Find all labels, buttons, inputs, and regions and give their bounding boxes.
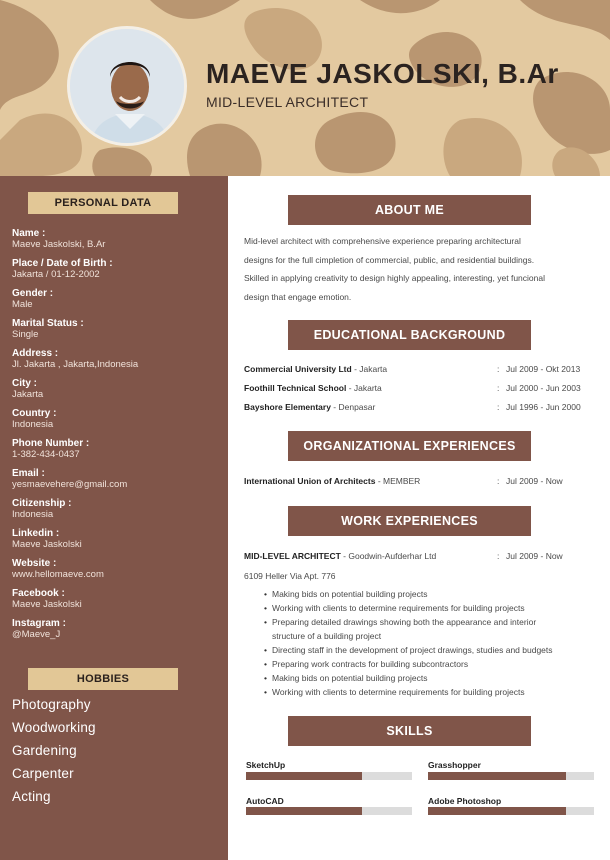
left-sidebar xyxy=(0,176,228,860)
about-line: Skilled in applying creativity to design highly appealing, interesting, yet funcional xyxy=(244,273,545,283)
duty-item: • Making bids on potential building projects xyxy=(264,671,594,685)
personal-value: Jakarta xyxy=(12,389,44,400)
hobby-item: Photography xyxy=(12,697,91,712)
skill-name: SketchUp xyxy=(246,760,286,770)
duty-item: • Making bids on potential building projects xyxy=(264,587,594,601)
work-address: 6109 Heller Via Apt. 776 xyxy=(244,571,336,581)
about-me-text xyxy=(244,232,584,306)
personal-value: yesmaevehere@gmail.com xyxy=(12,479,128,490)
separator: : xyxy=(497,383,500,393)
skill-bar xyxy=(246,807,412,815)
personal-label: Website : xyxy=(12,558,57,569)
hobby-item: Acting xyxy=(12,789,51,804)
hobbies-list xyxy=(12,696,96,811)
personal-item-phone xyxy=(12,438,222,468)
personal-item-website xyxy=(12,558,222,588)
work-position: MID-LEVEL ARCHITECT xyxy=(244,551,341,561)
hobby-item: Woodworking xyxy=(12,720,96,735)
personal-value: Maeve Jaskolski xyxy=(12,599,82,610)
skill-name: Grasshopper xyxy=(428,760,481,770)
personal-value: Indonesia xyxy=(12,509,54,520)
duty-item: • Preparing work contracts for building subcontractors xyxy=(264,657,594,671)
education-date: Jul 2009 - Okt 2013 xyxy=(506,364,581,374)
separator: : xyxy=(497,476,500,486)
personal-label: Name : xyxy=(12,228,46,239)
personal-label: Email : xyxy=(12,468,45,479)
candidate-role: MID-LEVEL ARCHITECT xyxy=(206,94,369,110)
school-name: Foothill Technical School xyxy=(244,383,347,393)
personal-item-birth xyxy=(12,258,222,288)
duty-item: • Working with clients to determine requirements for building projects xyxy=(264,685,594,699)
school-place: - Denpasar xyxy=(330,402,376,412)
about-line: design that engage emotion. xyxy=(244,291,352,302)
personal-label: Gender : xyxy=(12,288,54,299)
skill-bar-fill xyxy=(428,807,566,815)
about-me-heading: ABOUT ME xyxy=(288,195,531,225)
about-line: Mid-level architect with comprehensive experience preparing architectural xyxy=(244,236,521,246)
personal-value: Indonesia xyxy=(12,419,54,430)
personal-item-linkedin xyxy=(12,528,222,558)
organization-row xyxy=(244,476,420,486)
personal-value: 1-382-434-0437 xyxy=(12,449,80,460)
work-duties-list xyxy=(264,587,594,699)
personal-item-city xyxy=(12,378,222,408)
hobbies-heading: HOBBIES xyxy=(28,668,178,690)
work-row xyxy=(244,551,436,561)
profile-photo xyxy=(67,26,187,146)
personal-data-heading: PERSONAL DATA xyxy=(28,192,178,214)
skill-bar xyxy=(246,772,412,780)
education-row xyxy=(244,402,375,412)
personal-item-gender xyxy=(12,288,222,318)
organization-heading: ORGANIZATIONAL EXPERIENCES xyxy=(288,431,531,461)
skill-name: AutoCAD xyxy=(246,796,284,806)
organization-date: Jul 2009 - Now xyxy=(506,476,563,486)
personal-label: Citizenship : xyxy=(12,498,72,509)
work-company: - Goodwin-Aufderhar Ltd xyxy=(340,551,437,561)
personal-label: Address : xyxy=(12,348,59,359)
personal-label: Phone Number : xyxy=(12,438,90,449)
personal-value: Single xyxy=(12,329,39,340)
personal-label: Instagram : xyxy=(12,618,66,629)
personal-data-list xyxy=(12,228,222,648)
duty-item-continued: structure of a building project xyxy=(272,631,382,641)
separator: : xyxy=(497,551,500,561)
personal-item-facebook xyxy=(12,588,222,618)
personal-label: Marital Status : xyxy=(12,318,84,329)
education-date: Jul 2000 - Jun 2003 xyxy=(506,383,581,393)
education-heading: EDUCATIONAL BACKGROUND xyxy=(288,320,531,350)
personal-value: @Maeve_J xyxy=(12,629,61,640)
education-row xyxy=(244,383,382,393)
duty-item: • Preparing detailed drawings showing both the appearance and interior xyxy=(264,615,594,629)
personal-item-country xyxy=(12,408,222,438)
header-banner xyxy=(0,0,610,176)
work-date: Jul 2009 - Now xyxy=(506,551,563,561)
skill-bar-fill xyxy=(246,807,362,815)
skill-bar xyxy=(428,807,594,815)
personal-value: www.hellomaeve.com xyxy=(12,569,104,580)
skill-bar-fill xyxy=(428,772,566,780)
school-place: - Jakarta xyxy=(351,364,388,374)
education-row xyxy=(244,364,387,374)
personal-value: Jl. Jakarta , Jakarta,Indonesia xyxy=(12,359,139,370)
about-line: designs for the full cimpletion of commercial, public, and residential buildings. xyxy=(244,254,535,265)
hobby-item: Carpenter xyxy=(12,766,74,781)
personal-item-instagram xyxy=(12,618,222,648)
personal-item-marital xyxy=(12,318,222,348)
school-name: Commercial University Ltd xyxy=(244,364,352,374)
personal-value: Maeve Jaskolski, B.Ar xyxy=(12,239,106,250)
hobby-item: Gardening xyxy=(12,743,77,758)
work-heading: WORK EXPERIENCES xyxy=(288,506,531,536)
personal-label: Linkedin : xyxy=(12,528,60,539)
skills-heading: SKILLS xyxy=(288,716,531,746)
personal-label: Facebook : xyxy=(12,588,65,599)
personal-label: City : xyxy=(12,378,37,389)
personal-label: Place / Date of Birth : xyxy=(12,258,113,269)
skill-bar xyxy=(428,772,594,780)
duty-item: • Working with clients to determine requirements for building projects xyxy=(264,601,594,615)
personal-item-address xyxy=(12,348,222,378)
education-date: Jul 1996 - Jun 2000 xyxy=(506,402,581,412)
personal-item-name xyxy=(12,228,222,258)
personal-value: Jakarta / 01-12-2002 xyxy=(12,269,100,280)
organization-name: International Union of Architects xyxy=(244,476,376,486)
duty-item: • Directing staff in the development of project drawings, studies and budgets xyxy=(264,643,594,657)
personal-label: Country : xyxy=(12,408,57,419)
school-place: - Jakarta xyxy=(346,383,382,393)
candidate-name: MAEVE JASKOLSKI, B.Ar xyxy=(206,58,559,89)
skill-bar-fill xyxy=(246,772,362,780)
separator: : xyxy=(497,364,500,374)
personal-item-email xyxy=(12,468,222,498)
organization-role: - MEMBER xyxy=(375,476,421,486)
personal-value: Maeve Jaskolski xyxy=(12,539,82,550)
school-name: Bayshore Elementary xyxy=(244,402,331,412)
personal-item-citizenship xyxy=(12,498,222,528)
separator: : xyxy=(497,402,500,412)
skill-name: Adobe Photoshop xyxy=(428,796,502,806)
personal-value: Male xyxy=(12,299,33,310)
